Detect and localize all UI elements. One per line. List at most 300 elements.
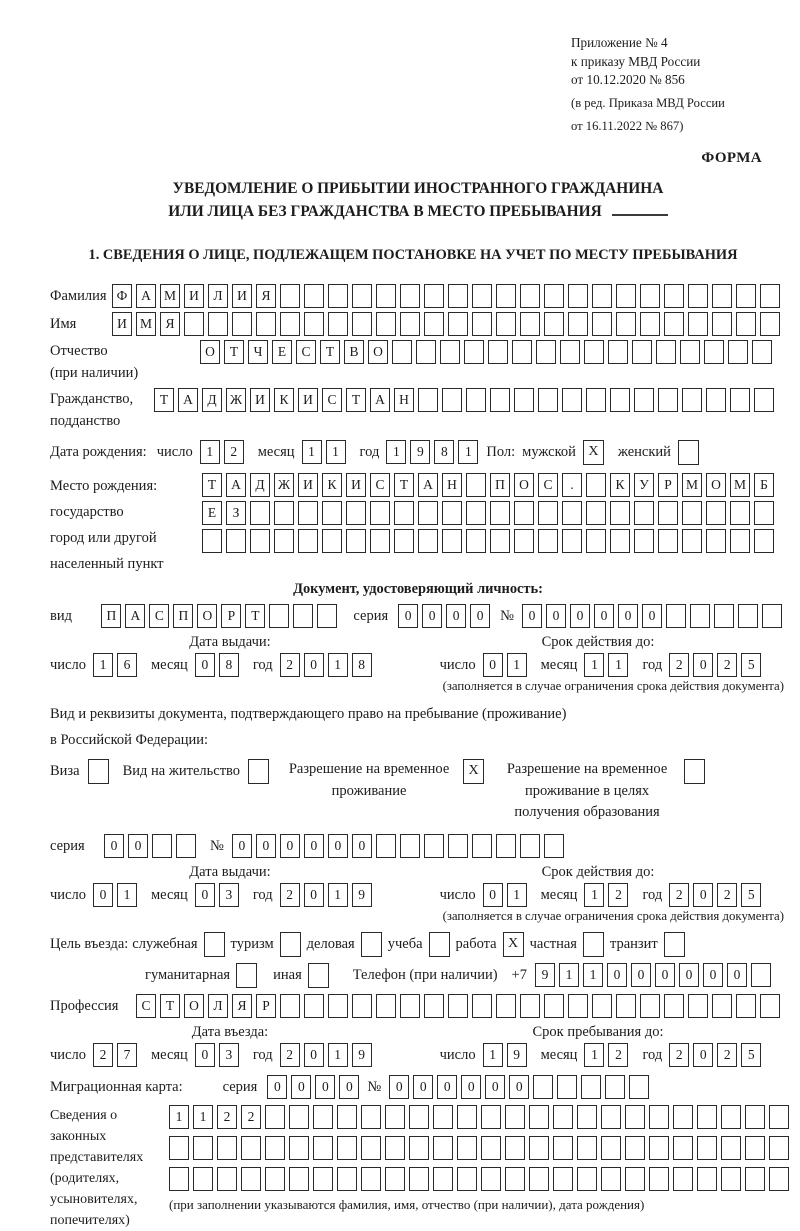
char-cell[interactable]: [370, 501, 390, 525]
char-cell[interactable]: [304, 312, 324, 336]
char-cell[interactable]: 0: [546, 604, 566, 628]
char-cell[interactable]: [682, 388, 702, 412]
char-cell[interactable]: Т: [154, 388, 174, 412]
char-cell[interactable]: 0: [618, 604, 638, 628]
char-cell[interactable]: 1: [608, 653, 628, 677]
char-cell[interactable]: 0: [483, 883, 503, 907]
char-cell[interactable]: [738, 604, 758, 628]
char-cell[interactable]: [625, 1167, 645, 1191]
char-cell[interactable]: [712, 994, 732, 1018]
char-cell[interactable]: [466, 473, 486, 497]
char-cell[interactable]: [337, 1136, 357, 1160]
char-cell[interactable]: [313, 1167, 333, 1191]
char-cell[interactable]: [472, 312, 492, 336]
char-cell[interactable]: 8: [352, 653, 372, 677]
char-cell[interactable]: [706, 529, 726, 553]
char-cell[interactable]: [640, 312, 660, 336]
char-cell[interactable]: [697, 1105, 717, 1129]
char-cell[interactable]: [217, 1136, 237, 1160]
char-cell[interactable]: [496, 994, 516, 1018]
char-cell[interactable]: П: [490, 473, 510, 497]
purpose-work-checkbox[interactable]: X: [503, 932, 524, 957]
char-cell[interactable]: 8: [219, 653, 239, 677]
char-cell[interactable]: [592, 312, 612, 336]
char-cell[interactable]: [280, 284, 300, 308]
char-cell[interactable]: [394, 529, 414, 553]
char-cell[interactable]: 1: [328, 883, 348, 907]
char-cell[interactable]: 2: [280, 883, 300, 907]
char-cell[interactable]: [745, 1105, 765, 1129]
char-cell[interactable]: [688, 284, 708, 308]
char-cell[interactable]: [512, 340, 532, 364]
char-cell[interactable]: 0: [485, 1075, 505, 1099]
char-cell[interactable]: 0: [195, 883, 215, 907]
char-cell[interactable]: [769, 1105, 789, 1129]
char-cell[interactable]: 0: [291, 1075, 311, 1099]
char-cell[interactable]: 2: [669, 653, 689, 677]
char-cell[interactable]: [481, 1136, 501, 1160]
char-cell[interactable]: 2: [608, 883, 628, 907]
purpose-business-checkbox[interactable]: [361, 932, 382, 957]
char-cell[interactable]: [376, 994, 396, 1018]
char-cell[interactable]: А: [370, 388, 390, 412]
char-cell[interactable]: [586, 473, 606, 497]
char-cell[interactable]: Т: [224, 340, 244, 364]
char-cell[interactable]: О: [514, 473, 534, 497]
char-cell[interactable]: [472, 284, 492, 308]
char-cell[interactable]: И: [346, 473, 366, 497]
char-cell[interactable]: 1: [169, 1105, 189, 1129]
char-cell[interactable]: [433, 1136, 453, 1160]
char-cell[interactable]: [577, 1167, 597, 1191]
char-cell[interactable]: 0: [607, 963, 627, 987]
char-cell[interactable]: 5: [741, 883, 761, 907]
char-cell[interactable]: 0: [304, 834, 324, 858]
char-cell[interactable]: [688, 312, 708, 336]
char-cell[interactable]: [274, 529, 294, 553]
char-cell[interactable]: К: [274, 388, 294, 412]
char-cell[interactable]: А: [136, 284, 156, 308]
char-cell[interactable]: [704, 340, 724, 364]
char-cell[interactable]: 0: [280, 834, 300, 858]
char-cell[interactable]: 0: [642, 604, 662, 628]
char-cell[interactable]: И: [232, 284, 252, 308]
char-cell[interactable]: 1: [117, 883, 137, 907]
char-cell[interactable]: [490, 529, 510, 553]
char-cell[interactable]: О: [184, 994, 204, 1018]
char-cell[interactable]: 0: [679, 963, 699, 987]
char-cell[interactable]: [714, 604, 734, 628]
char-cell[interactable]: С: [149, 604, 169, 628]
char-cell[interactable]: [496, 312, 516, 336]
char-cell[interactable]: Л: [208, 284, 228, 308]
char-cell[interactable]: 3: [219, 1043, 239, 1067]
purpose-study-checkbox[interactable]: [429, 932, 450, 957]
char-cell[interactable]: [581, 1075, 601, 1099]
char-cell[interactable]: [697, 1136, 717, 1160]
char-cell[interactable]: С: [538, 473, 558, 497]
sex-female-checkbox[interactable]: [678, 440, 699, 465]
char-cell[interactable]: 0: [483, 653, 503, 677]
char-cell[interactable]: [400, 312, 420, 336]
char-cell[interactable]: 1: [93, 653, 113, 677]
char-cell[interactable]: [754, 501, 774, 525]
char-cell[interactable]: [586, 388, 606, 412]
char-cell[interactable]: [752, 340, 772, 364]
char-cell[interactable]: 2: [93, 1043, 113, 1067]
char-cell[interactable]: [496, 834, 516, 858]
char-cell[interactable]: [433, 1167, 453, 1191]
char-cell[interactable]: [673, 1136, 693, 1160]
char-cell[interactable]: 2: [717, 653, 737, 677]
char-cell[interactable]: [346, 529, 366, 553]
char-cell[interactable]: М: [730, 473, 750, 497]
char-cell[interactable]: А: [125, 604, 145, 628]
char-cell[interactable]: [442, 529, 462, 553]
char-cell[interactable]: В: [344, 340, 364, 364]
char-cell[interactable]: Ч: [248, 340, 268, 364]
char-cell[interactable]: [250, 501, 270, 525]
char-cell[interactable]: С: [322, 388, 342, 412]
char-cell[interactable]: [514, 388, 534, 412]
char-cell[interactable]: 0: [594, 604, 614, 628]
char-cell[interactable]: О: [368, 340, 388, 364]
char-cell[interactable]: С: [136, 994, 156, 1018]
char-cell[interactable]: [250, 529, 270, 553]
char-cell[interactable]: К: [610, 473, 630, 497]
char-cell[interactable]: 1: [507, 653, 527, 677]
char-cell[interactable]: Т: [245, 604, 265, 628]
char-cell[interactable]: [751, 963, 771, 987]
char-cell[interactable]: [721, 1105, 741, 1129]
char-cell[interactable]: [298, 501, 318, 525]
char-cell[interactable]: 1: [302, 440, 322, 464]
char-cell[interactable]: 1: [559, 963, 579, 987]
char-cell[interactable]: Я: [160, 312, 180, 336]
char-cell[interactable]: [601, 1105, 621, 1129]
char-cell[interactable]: [562, 529, 582, 553]
char-cell[interactable]: [418, 529, 438, 553]
char-cell[interactable]: 0: [703, 963, 723, 987]
char-cell[interactable]: [193, 1136, 213, 1160]
char-cell[interactable]: [568, 994, 588, 1018]
char-cell[interactable]: [616, 312, 636, 336]
char-cell[interactable]: [640, 994, 660, 1018]
char-cell[interactable]: [544, 834, 564, 858]
char-cell[interactable]: 0: [389, 1075, 409, 1099]
char-cell[interactable]: [562, 388, 582, 412]
char-cell[interactable]: [409, 1105, 429, 1129]
char-cell[interactable]: [442, 388, 462, 412]
char-cell[interactable]: [514, 501, 534, 525]
char-cell[interactable]: [538, 388, 558, 412]
char-cell[interactable]: У: [634, 473, 654, 497]
char-cell[interactable]: [706, 388, 726, 412]
char-cell[interactable]: [466, 388, 486, 412]
char-cell[interactable]: [304, 284, 324, 308]
char-cell[interactable]: [658, 501, 678, 525]
char-cell[interactable]: [664, 312, 684, 336]
char-cell[interactable]: 8: [434, 440, 454, 464]
char-cell[interactable]: Н: [394, 388, 414, 412]
char-cell[interactable]: [634, 501, 654, 525]
char-cell[interactable]: [544, 994, 564, 1018]
char-cell[interactable]: [634, 388, 654, 412]
char-cell[interactable]: [376, 834, 396, 858]
char-cell[interactable]: [289, 1105, 309, 1129]
char-cell[interactable]: [400, 284, 420, 308]
char-cell[interactable]: 0: [422, 604, 442, 628]
char-cell[interactable]: 0: [104, 834, 124, 858]
char-cell[interactable]: [610, 501, 630, 525]
char-cell[interactable]: [466, 529, 486, 553]
char-cell[interactable]: 0: [304, 653, 324, 677]
char-cell[interactable]: 0: [693, 1043, 713, 1067]
char-cell[interactable]: [202, 529, 222, 553]
char-cell[interactable]: Ф: [112, 284, 132, 308]
char-cell[interactable]: [514, 529, 534, 553]
char-cell[interactable]: [538, 529, 558, 553]
char-cell[interactable]: 0: [413, 1075, 433, 1099]
char-cell[interactable]: [448, 834, 468, 858]
char-cell[interactable]: Б: [754, 473, 774, 497]
sex-male-checkbox[interactable]: X: [583, 440, 604, 465]
char-cell[interactable]: П: [173, 604, 193, 628]
char-cell[interactable]: 1: [328, 1043, 348, 1067]
char-cell[interactable]: [400, 834, 420, 858]
purpose-official-checkbox[interactable]: [204, 932, 225, 957]
char-cell[interactable]: [688, 994, 708, 1018]
char-cell[interactable]: 1: [458, 440, 478, 464]
char-cell[interactable]: [317, 604, 337, 628]
char-cell[interactable]: 1: [584, 883, 604, 907]
char-cell[interactable]: [256, 312, 276, 336]
char-cell[interactable]: [409, 1167, 429, 1191]
char-cell[interactable]: [656, 340, 676, 364]
char-cell[interactable]: [289, 1136, 309, 1160]
char-cell[interactable]: [265, 1136, 285, 1160]
char-cell[interactable]: [649, 1167, 669, 1191]
char-cell[interactable]: М: [136, 312, 156, 336]
char-cell[interactable]: [424, 834, 444, 858]
char-cell[interactable]: [608, 340, 628, 364]
char-cell[interactable]: 0: [267, 1075, 287, 1099]
char-cell[interactable]: [269, 604, 289, 628]
char-cell[interactable]: [448, 312, 468, 336]
char-cell[interactable]: [730, 388, 750, 412]
char-cell[interactable]: [584, 340, 604, 364]
char-cell[interactable]: [265, 1105, 285, 1129]
option-temp-residence-education-checkbox[interactable]: [684, 759, 705, 784]
char-cell[interactable]: [457, 1136, 477, 1160]
char-cell[interactable]: 0: [398, 604, 418, 628]
char-cell[interactable]: [440, 340, 460, 364]
char-cell[interactable]: [544, 312, 564, 336]
char-cell[interactable]: [592, 284, 612, 308]
char-cell[interactable]: [313, 1105, 333, 1129]
char-cell[interactable]: [610, 529, 630, 553]
char-cell[interactable]: [466, 501, 486, 525]
char-cell[interactable]: [376, 312, 396, 336]
char-cell[interactable]: 2: [224, 440, 244, 464]
char-cell[interactable]: [322, 501, 342, 525]
char-cell[interactable]: [328, 312, 348, 336]
char-cell[interactable]: 1: [584, 653, 604, 677]
char-cell[interactable]: 1: [326, 440, 346, 464]
char-cell[interactable]: [346, 501, 366, 525]
char-cell[interactable]: Т: [320, 340, 340, 364]
char-cell[interactable]: 0: [470, 604, 490, 628]
char-cell[interactable]: [490, 501, 510, 525]
char-cell[interactable]: [328, 284, 348, 308]
char-cell[interactable]: [289, 1167, 309, 1191]
char-cell[interactable]: [529, 1136, 549, 1160]
char-cell[interactable]: [632, 340, 652, 364]
char-cell[interactable]: Д: [202, 388, 222, 412]
char-cell[interactable]: Я: [256, 284, 276, 308]
char-cell[interactable]: [241, 1136, 261, 1160]
char-cell[interactable]: [376, 284, 396, 308]
char-cell[interactable]: [424, 994, 444, 1018]
char-cell[interactable]: [337, 1105, 357, 1129]
char-cell[interactable]: 1: [328, 653, 348, 677]
char-cell[interactable]: 0: [693, 653, 713, 677]
purpose-tourism-checkbox[interactable]: [280, 932, 301, 957]
char-cell[interactable]: 0: [93, 883, 113, 907]
char-cell[interactable]: [505, 1167, 525, 1191]
char-cell[interactable]: А: [226, 473, 246, 497]
char-cell[interactable]: [712, 312, 732, 336]
char-cell[interactable]: [640, 284, 660, 308]
char-cell[interactable]: 6: [117, 653, 137, 677]
char-cell[interactable]: Е: [272, 340, 292, 364]
char-cell[interactable]: 2: [669, 883, 689, 907]
char-cell[interactable]: [760, 994, 780, 1018]
char-cell[interactable]: 2: [717, 1043, 737, 1067]
char-cell[interactable]: [601, 1136, 621, 1160]
char-cell[interactable]: [232, 312, 252, 336]
char-cell[interactable]: [690, 604, 710, 628]
char-cell[interactable]: [682, 501, 702, 525]
char-cell[interactable]: [481, 1167, 501, 1191]
char-cell[interactable]: [400, 994, 420, 1018]
char-cell[interactable]: [601, 1167, 621, 1191]
char-cell[interactable]: [538, 501, 558, 525]
char-cell[interactable]: Р: [221, 604, 241, 628]
char-cell[interactable]: [769, 1136, 789, 1160]
char-cell[interactable]: [457, 1167, 477, 1191]
char-cell[interactable]: 9: [507, 1043, 527, 1067]
char-cell[interactable]: Т: [160, 994, 180, 1018]
char-cell[interactable]: 9: [410, 440, 430, 464]
char-cell[interactable]: 2: [608, 1043, 628, 1067]
option-temp-residence-checkbox[interactable]: X: [463, 759, 484, 784]
char-cell[interactable]: П: [101, 604, 121, 628]
char-cell[interactable]: 0: [570, 604, 590, 628]
char-cell[interactable]: 2: [280, 653, 300, 677]
char-cell[interactable]: [754, 529, 774, 553]
char-cell[interactable]: [680, 340, 700, 364]
char-cell[interactable]: 0: [693, 883, 713, 907]
char-cell[interactable]: [568, 284, 588, 308]
char-cell[interactable]: [553, 1136, 573, 1160]
purpose-other-checkbox[interactable]: [308, 963, 329, 988]
char-cell[interactable]: [472, 994, 492, 1018]
char-cell[interactable]: [418, 501, 438, 525]
char-cell[interactable]: Р: [658, 473, 678, 497]
char-cell[interactable]: [529, 1167, 549, 1191]
char-cell[interactable]: [226, 529, 246, 553]
char-cell[interactable]: 0: [437, 1075, 457, 1099]
char-cell[interactable]: [616, 994, 636, 1018]
char-cell[interactable]: И: [112, 312, 132, 336]
char-cell[interactable]: [557, 1075, 577, 1099]
char-cell[interactable]: 0: [195, 653, 215, 677]
char-cell[interactable]: 5: [741, 653, 761, 677]
char-cell[interactable]: [208, 312, 228, 336]
char-cell[interactable]: 5: [741, 1043, 761, 1067]
char-cell[interactable]: 1: [584, 1043, 604, 1067]
char-cell[interactable]: [520, 994, 540, 1018]
char-cell[interactable]: И: [298, 473, 318, 497]
char-cell[interactable]: [520, 312, 540, 336]
char-cell[interactable]: [760, 312, 780, 336]
char-cell[interactable]: 0: [256, 834, 276, 858]
char-cell[interactable]: О: [197, 604, 217, 628]
char-cell[interactable]: [730, 501, 750, 525]
char-cell[interactable]: С: [370, 473, 390, 497]
char-cell[interactable]: Л: [208, 994, 228, 1018]
char-cell[interactable]: О: [200, 340, 220, 364]
char-cell[interactable]: 0: [727, 963, 747, 987]
char-cell[interactable]: Т: [346, 388, 366, 412]
char-cell[interactable]: Д: [250, 473, 270, 497]
char-cell[interactable]: Т: [394, 473, 414, 497]
char-cell[interactable]: [370, 529, 390, 553]
char-cell[interactable]: [658, 529, 678, 553]
char-cell[interactable]: 1: [386, 440, 406, 464]
char-cell[interactable]: [553, 1105, 573, 1129]
char-cell[interactable]: [152, 834, 172, 858]
char-cell[interactable]: [169, 1136, 189, 1160]
char-cell[interactable]: [265, 1167, 285, 1191]
char-cell[interactable]: 0: [232, 834, 252, 858]
char-cell[interactable]: [625, 1136, 645, 1160]
char-cell[interactable]: [193, 1167, 213, 1191]
option-visa-checkbox[interactable]: [88, 759, 109, 784]
char-cell[interactable]: 2: [717, 883, 737, 907]
char-cell[interactable]: [673, 1105, 693, 1129]
char-cell[interactable]: [754, 388, 774, 412]
char-cell[interactable]: [490, 388, 510, 412]
char-cell[interactable]: [760, 284, 780, 308]
char-cell[interactable]: [457, 1105, 477, 1129]
char-cell[interactable]: [392, 340, 412, 364]
char-cell[interactable]: [520, 834, 540, 858]
char-cell[interactable]: [673, 1167, 693, 1191]
char-cell[interactable]: [217, 1167, 237, 1191]
char-cell[interactable]: [433, 1105, 453, 1129]
char-cell[interactable]: [280, 312, 300, 336]
char-cell[interactable]: 3: [219, 883, 239, 907]
char-cell[interactable]: [361, 1136, 381, 1160]
char-cell[interactable]: [322, 529, 342, 553]
char-cell[interactable]: [409, 1136, 429, 1160]
char-cell[interactable]: 1: [193, 1105, 213, 1129]
char-cell[interactable]: [424, 312, 444, 336]
char-cell[interactable]: 2: [241, 1105, 261, 1129]
char-cell[interactable]: [721, 1136, 741, 1160]
